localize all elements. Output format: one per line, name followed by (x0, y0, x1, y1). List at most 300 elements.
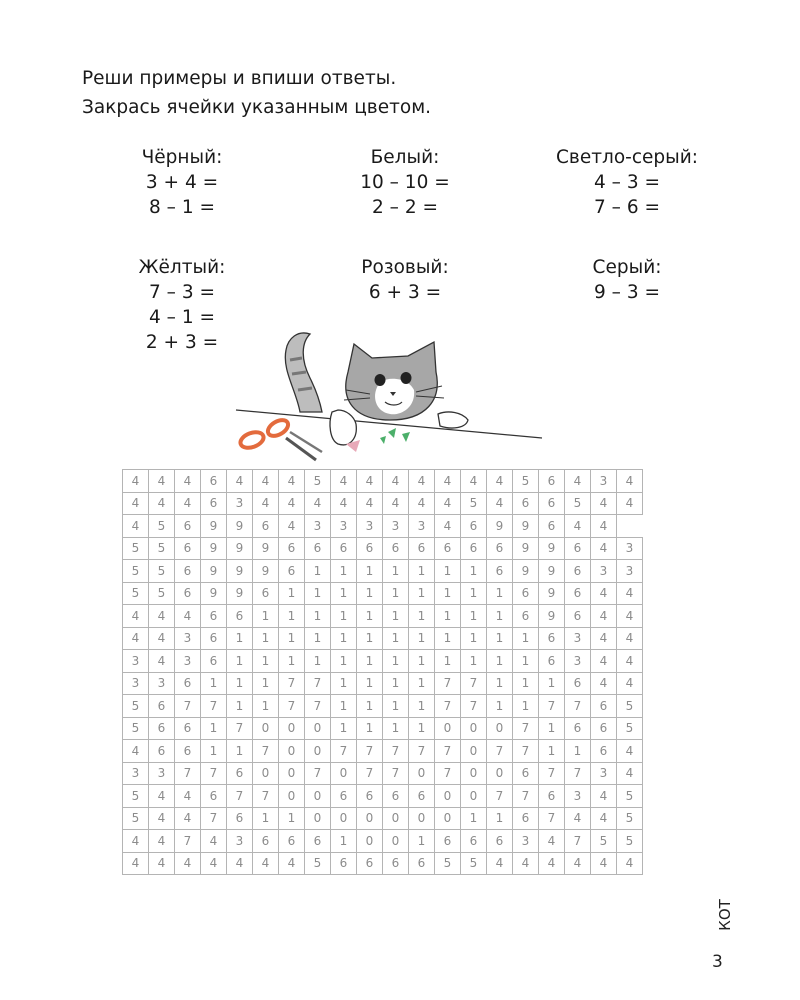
grid-cell[interactable]: 1 (409, 830, 435, 853)
grid-cell[interactable]: 6 (435, 830, 461, 853)
grid-cell[interactable]: 0 (305, 785, 331, 808)
grid-cell[interactable]: 6 (253, 830, 279, 853)
grid-cell[interactable]: 1 (383, 560, 409, 583)
grid-cell[interactable]: 4 (591, 807, 617, 830)
grid-cell[interactable]: 3 (123, 672, 149, 695)
grid-cell[interactable]: 1 (487, 650, 513, 673)
grid-cell[interactable]: 9 (201, 582, 227, 605)
grid-cell[interactable]: 5 (461, 492, 487, 515)
grid-cell[interactable]: 1 (331, 695, 357, 718)
grid-cell[interactable]: 0 (357, 807, 383, 830)
grid-cell[interactable]: 5 (123, 807, 149, 830)
grid-cell[interactable]: 6 (383, 537, 409, 560)
grid-cell[interactable]: 5 (565, 492, 591, 515)
grid-cell[interactable]: 5 (149, 582, 175, 605)
grid-cell[interactable]: 3 (591, 762, 617, 785)
grid-cell[interactable]: 9 (253, 560, 279, 583)
grid-cell[interactable]: 4 (175, 785, 201, 808)
grid-cell[interactable]: 7 (435, 695, 461, 718)
grid-cell[interactable]: 4 (227, 852, 253, 875)
grid-cell[interactable]: 9 (539, 560, 565, 583)
grid-cell[interactable]: 4 (565, 515, 591, 538)
grid-cell[interactable]: 9 (227, 582, 253, 605)
grid-cell[interactable]: 9 (201, 560, 227, 583)
grid-cell[interactable]: 0 (279, 717, 305, 740)
grid-cell[interactable]: 4 (487, 470, 513, 493)
grid-cell[interactable]: 1 (461, 605, 487, 628)
grid-cell[interactable]: 4 (617, 672, 643, 695)
grid-cell[interactable]: 4 (175, 852, 201, 875)
grid-cell[interactable]: 0 (279, 785, 305, 808)
grid-cell[interactable]: 4 (331, 470, 357, 493)
grid-cell[interactable]: 1 (435, 560, 461, 583)
grid-cell[interactable]: 5 (123, 785, 149, 808)
grid-cell[interactable]: 3 (175, 627, 201, 650)
grid-cell[interactable]: 7 (513, 717, 539, 740)
grid-cell[interactable]: 4 (123, 830, 149, 853)
grid-cell[interactable]: 6 (227, 605, 253, 628)
grid-cell[interactable]: 6 (513, 762, 539, 785)
grid-cell[interactable]: 4 (279, 470, 305, 493)
grid-cell[interactable]: 4 (461, 470, 487, 493)
grid-cell[interactable]: 5 (123, 695, 149, 718)
grid-cell[interactable]: 1 (461, 582, 487, 605)
grid-cell[interactable]: 1 (227, 650, 253, 673)
grid-cell[interactable]: 1 (279, 582, 305, 605)
grid-cell[interactable]: 6 (565, 672, 591, 695)
grid-cell[interactable]: 1 (305, 582, 331, 605)
grid-cell[interactable]: 1 (487, 627, 513, 650)
grid-cell[interactable]: 0 (253, 717, 279, 740)
grid-cell[interactable]: 1 (409, 650, 435, 673)
grid-cell[interactable]: 1 (357, 672, 383, 695)
grid-cell[interactable]: 0 (253, 762, 279, 785)
grid-cell[interactable]: 1 (305, 605, 331, 628)
grid-cell[interactable]: 0 (409, 762, 435, 785)
grid-cell[interactable]: 3 (123, 650, 149, 673)
grid-cell[interactable]: 6 (201, 470, 227, 493)
grid-cell[interactable]: 4 (539, 830, 565, 853)
grid-cell[interactable]: 1 (383, 695, 409, 718)
grid-cell[interactable]: 6 (513, 807, 539, 830)
grid-cell[interactable]: 5 (617, 830, 643, 853)
grid-cell[interactable]: 1 (487, 582, 513, 605)
grid-cell[interactable]: 4 (591, 492, 617, 515)
grid-cell[interactable]: 1 (331, 717, 357, 740)
grid-cell[interactable]: 7 (565, 695, 591, 718)
grid-cell[interactable]: 1 (253, 605, 279, 628)
grid-cell[interactable]: 1 (279, 650, 305, 673)
grid-cell[interactable]: 1 (201, 740, 227, 763)
grid-cell[interactable]: 7 (383, 740, 409, 763)
grid-cell[interactable]: 1 (357, 605, 383, 628)
grid-cell[interactable]: 3 (383, 515, 409, 538)
grid-cell[interactable]: 1 (383, 717, 409, 740)
grid-cell[interactable]: 5 (123, 582, 149, 605)
grid-cell[interactable]: 5 (617, 785, 643, 808)
grid-cell[interactable]: 0 (461, 717, 487, 740)
grid-cell[interactable]: 7 (201, 762, 227, 785)
grid-cell[interactable]: 4 (617, 852, 643, 875)
grid-cell[interactable]: 5 (149, 515, 175, 538)
grid-cell[interactable]: 7 (279, 695, 305, 718)
grid-cell[interactable]: 6 (305, 537, 331, 560)
grid-cell[interactable]: 4 (123, 852, 149, 875)
grid-cell[interactable]: 6 (175, 717, 201, 740)
grid-cell[interactable]: 1 (357, 650, 383, 673)
grid-cell[interactable]: 6 (565, 717, 591, 740)
grid-cell[interactable]: 9 (227, 560, 253, 583)
grid-cell[interactable]: 7 (201, 807, 227, 830)
grid-cell[interactable]: 1 (201, 672, 227, 695)
grid-cell[interactable]: 1 (279, 605, 305, 628)
grid-cell[interactable]: 7 (565, 830, 591, 853)
grid-cell[interactable]: 4 (591, 537, 617, 560)
grid-cell[interactable]: 1 (487, 807, 513, 830)
grid-cell[interactable]: 7 (175, 830, 201, 853)
grid-cell[interactable]: 7 (409, 740, 435, 763)
grid-cell[interactable]: 1 (513, 672, 539, 695)
grid-cell[interactable]: 1 (435, 627, 461, 650)
grid-cell[interactable]: 1 (409, 627, 435, 650)
grid-cell[interactable]: 1 (357, 717, 383, 740)
grid-cell[interactable]: 1 (279, 807, 305, 830)
grid-cell[interactable]: 1 (227, 740, 253, 763)
grid-cell[interactable]: 6 (305, 830, 331, 853)
grid-cell[interactable]: 4 (175, 470, 201, 493)
grid-cell[interactable]: 7 (279, 672, 305, 695)
grid-cell[interactable]: 4 (175, 492, 201, 515)
grid-cell[interactable]: 4 (617, 740, 643, 763)
grid-cell[interactable]: 3 (149, 672, 175, 695)
grid-cell[interactable]: 6 (279, 537, 305, 560)
grid-cell[interactable]: 6 (513, 605, 539, 628)
grid-cell[interactable]: 7 (357, 740, 383, 763)
grid-cell[interactable]: 1 (565, 740, 591, 763)
grid-cell[interactable]: 3 (565, 650, 591, 673)
grid-cell[interactable]: 1 (331, 605, 357, 628)
grid-cell[interactable]: 6 (201, 492, 227, 515)
grid-cell[interactable]: 4 (409, 492, 435, 515)
grid-cell[interactable]: 4 (123, 627, 149, 650)
grid-cell[interactable]: 6 (149, 740, 175, 763)
grid-cell[interactable]: 4 (279, 852, 305, 875)
grid-cell[interactable]: 6 (201, 605, 227, 628)
grid-cell[interactable]: 4 (617, 582, 643, 605)
grid-cell[interactable]: 1 (539, 672, 565, 695)
grid-cell[interactable]: 4 (279, 515, 305, 538)
grid-cell[interactable]: 4 (175, 807, 201, 830)
grid-cell[interactable]: 6 (565, 537, 591, 560)
grid-cell[interactable]: 0 (435, 785, 461, 808)
grid-cell[interactable]: 0 (305, 717, 331, 740)
grid-cell[interactable]: 6 (435, 537, 461, 560)
grid-cell[interactable]: 4 (123, 740, 149, 763)
grid-cell[interactable]: 3 (565, 785, 591, 808)
grid-cell[interactable]: 6 (331, 537, 357, 560)
grid-cell[interactable]: 4 (591, 627, 617, 650)
grid-cell[interactable]: 1 (487, 672, 513, 695)
grid-cell[interactable]: 4 (123, 605, 149, 628)
grid-cell[interactable]: 1 (409, 717, 435, 740)
grid-cell[interactable]: 6 (461, 830, 487, 853)
grid-cell[interactable]: 4 (149, 650, 175, 673)
grid-cell[interactable]: 4 (201, 830, 227, 853)
grid-cell[interactable]: 6 (565, 560, 591, 583)
grid-cell[interactable]: 9 (227, 515, 253, 538)
grid-cell[interactable]: 3 (591, 560, 617, 583)
grid-cell[interactable]: 7 (513, 785, 539, 808)
grid-cell[interactable]: 0 (357, 830, 383, 853)
grid-cell[interactable]: 5 (305, 852, 331, 875)
grid-cell[interactable]: 1 (539, 717, 565, 740)
grid-cell[interactable]: 4 (617, 470, 643, 493)
grid-cell[interactable]: 6 (539, 515, 565, 538)
grid-cell[interactable]: 6 (175, 515, 201, 538)
grid-cell[interactable]: 6 (175, 672, 201, 695)
grid-cell[interactable]: 1 (331, 650, 357, 673)
grid-cell[interactable]: 7 (305, 672, 331, 695)
grid-cell[interactable]: 4 (383, 492, 409, 515)
grid-cell[interactable]: 9 (513, 560, 539, 583)
grid-cell[interactable]: 6 (539, 785, 565, 808)
grid-cell[interactable]: 1 (253, 807, 279, 830)
grid-cell[interactable]: 6 (357, 785, 383, 808)
grid-cell[interactable]: 1 (253, 672, 279, 695)
grid-cell[interactable]: 4 (149, 852, 175, 875)
grid-cell[interactable]: 3 (513, 830, 539, 853)
grid-cell[interactable]: 6 (539, 492, 565, 515)
grid-cell[interactable]: 1 (409, 560, 435, 583)
grid-cell[interactable]: 4 (565, 807, 591, 830)
grid-cell[interactable]: 4 (591, 672, 617, 695)
grid-cell[interactable]: 1 (331, 560, 357, 583)
grid-cell[interactable]: 6 (409, 852, 435, 875)
grid-cell[interactable]: 5 (435, 852, 461, 875)
grid-cell[interactable]: 1 (227, 695, 253, 718)
grid-cell[interactable]: 6 (383, 785, 409, 808)
grid-cell[interactable]: 4 (565, 470, 591, 493)
grid-cell[interactable]: 1 (305, 650, 331, 673)
grid-cell[interactable]: 6 (487, 830, 513, 853)
grid-cell[interactable]: 6 (513, 492, 539, 515)
grid-cell[interactable]: 4 (539, 852, 565, 875)
grid-cell[interactable]: 0 (279, 762, 305, 785)
grid-cell[interactable]: 3 (227, 830, 253, 853)
grid-cell[interactable]: 0 (279, 740, 305, 763)
grid-cell[interactable]: 4 (435, 470, 461, 493)
grid-cell[interactable]: 0 (461, 740, 487, 763)
grid-cell[interactable]: 7 (513, 740, 539, 763)
grid-cell[interactable]: 7 (331, 740, 357, 763)
grid-cell[interactable]: 7 (383, 762, 409, 785)
grid-cell[interactable]: 6 (591, 717, 617, 740)
grid-cell[interactable]: 6 (591, 740, 617, 763)
grid-cell[interactable]: 6 (383, 852, 409, 875)
grid-cell[interactable]: 7 (253, 785, 279, 808)
grid-cell[interactable]: 6 (357, 852, 383, 875)
grid-cell[interactable]: 6 (149, 695, 175, 718)
grid-cell[interactable]: 7 (305, 695, 331, 718)
grid-cell[interactable]: 7 (175, 762, 201, 785)
grid-cell[interactable]: 1 (539, 740, 565, 763)
grid-cell[interactable]: 1 (331, 582, 357, 605)
grid-cell[interactable]: 6 (409, 537, 435, 560)
grid-cell[interactable]: 6 (175, 560, 201, 583)
grid-cell[interactable]: 4 (253, 470, 279, 493)
grid-cell[interactable]: 6 (461, 515, 487, 538)
grid-cell[interactable]: 4 (279, 492, 305, 515)
grid-cell[interactable]: 4 (305, 492, 331, 515)
grid-cell[interactable]: 7 (227, 785, 253, 808)
grid-cell[interactable]: 1 (435, 650, 461, 673)
grid-cell[interactable]: 0 (461, 762, 487, 785)
grid-cell[interactable]: 0 (383, 830, 409, 853)
grid-cell[interactable]: 7 (487, 785, 513, 808)
grid-cell[interactable]: 6 (175, 740, 201, 763)
grid-cell[interactable]: 3 (123, 762, 149, 785)
grid-cell[interactable]: 3 (617, 560, 643, 583)
grid-cell[interactable]: 1 (461, 807, 487, 830)
grid-cell[interactable]: 4 (617, 627, 643, 650)
grid-cell[interactable]: 6 (279, 560, 305, 583)
grid-cell[interactable]: 4 (201, 852, 227, 875)
grid-cell[interactable]: 1 (383, 605, 409, 628)
grid-cell[interactable]: 4 (591, 605, 617, 628)
grid-cell[interactable]: 7 (175, 695, 201, 718)
grid-cell[interactable]: 7 (253, 740, 279, 763)
grid-cell[interactable]: 4 (435, 492, 461, 515)
grid-cell[interactable]: 6 (201, 650, 227, 673)
grid-cell[interactable]: 5 (305, 470, 331, 493)
grid-cell[interactable]: 1 (331, 627, 357, 650)
grid-cell[interactable]: 6 (331, 785, 357, 808)
grid-cell[interactable]: 5 (617, 717, 643, 740)
grid-cell[interactable]: 0 (331, 762, 357, 785)
grid-cell[interactable]: 4 (123, 515, 149, 538)
grid-cell[interactable]: 5 (461, 852, 487, 875)
grid-cell[interactable]: 5 (513, 470, 539, 493)
grid-cell[interactable]: 0 (331, 807, 357, 830)
grid-cell[interactable]: 4 (123, 470, 149, 493)
grid-cell[interactable]: 6 (227, 807, 253, 830)
grid-cell[interactable]: 9 (513, 537, 539, 560)
grid-cell[interactable]: 4 (591, 650, 617, 673)
grid-cell[interactable]: 4 (149, 605, 175, 628)
grid-cell[interactable]: 9 (201, 537, 227, 560)
grid-cell[interactable]: 1 (409, 605, 435, 628)
grid-cell[interactable]: 0 (305, 807, 331, 830)
grid-cell[interactable]: 6 (227, 762, 253, 785)
grid-cell[interactable]: 1 (227, 627, 253, 650)
grid-cell[interactable]: 6 (513, 582, 539, 605)
grid-cell[interactable]: 1 (383, 582, 409, 605)
grid-cell[interactable]: 1 (305, 560, 331, 583)
grid-cell[interactable]: 1 (461, 650, 487, 673)
grid-cell[interactable]: 6 (175, 537, 201, 560)
grid-cell[interactable]: 4 (409, 470, 435, 493)
grid-cell[interactable]: 9 (539, 537, 565, 560)
grid-cell[interactable]: 1 (409, 672, 435, 695)
grid-cell[interactable]: 6 (539, 627, 565, 650)
grid-cell[interactable]: 0 (435, 807, 461, 830)
grid-cell[interactable]: 1 (253, 695, 279, 718)
grid-cell[interactable]: 4 (357, 492, 383, 515)
grid-cell[interactable]: 6 (253, 582, 279, 605)
grid-cell[interactable]: 1 (227, 672, 253, 695)
grid-cell[interactable]: 1 (383, 672, 409, 695)
grid-cell[interactable]: 9 (227, 537, 253, 560)
grid-cell[interactable]: 6 (591, 695, 617, 718)
grid-cell[interactable]: 9 (539, 605, 565, 628)
grid-cell[interactable]: 6 (461, 537, 487, 560)
grid-cell[interactable]: 3 (175, 650, 201, 673)
grid-cell[interactable]: 7 (565, 762, 591, 785)
grid-cell[interactable]: 1 (279, 627, 305, 650)
grid-cell[interactable]: 1 (305, 627, 331, 650)
grid-cell[interactable]: 1 (409, 695, 435, 718)
grid-cell[interactable]: 4 (617, 650, 643, 673)
grid-cell[interactable]: 1 (383, 650, 409, 673)
grid-cell[interactable]: 7 (201, 695, 227, 718)
grid-cell[interactable]: 4 (591, 582, 617, 605)
grid-cell[interactable]: 4 (383, 470, 409, 493)
grid-cell[interactable]: 5 (123, 537, 149, 560)
grid-cell[interactable]: 6 (279, 830, 305, 853)
grid-cell[interactable]: 4 (591, 852, 617, 875)
grid-cell[interactable]: 7 (539, 695, 565, 718)
grid-cell[interactable]: 1 (331, 830, 357, 853)
grid-cell[interactable]: 1 (409, 582, 435, 605)
grid-cell[interactable]: 4 (227, 470, 253, 493)
grid-cell[interactable]: 1 (383, 627, 409, 650)
grid-cell[interactable]: 7 (461, 672, 487, 695)
grid-cell[interactable]: 6 (539, 470, 565, 493)
grid-cell[interactable]: 4 (487, 492, 513, 515)
grid-cell[interactable]: 6 (149, 717, 175, 740)
grid-cell[interactable]: 4 (565, 852, 591, 875)
grid-cell[interactable]: 9 (539, 582, 565, 605)
grid-cell[interactable]: 4 (617, 762, 643, 785)
grid-cell[interactable]: 1 (435, 582, 461, 605)
grid-cell[interactable]: 7 (461, 695, 487, 718)
grid-cell[interactable]: 4 (149, 470, 175, 493)
grid-cell[interactable]: 6 (487, 537, 513, 560)
grid-cell[interactable]: 4 (617, 605, 643, 628)
grid-cell[interactable]: 1 (435, 605, 461, 628)
grid-cell[interactable]: 7 (539, 807, 565, 830)
grid-cell[interactable]: 5 (617, 807, 643, 830)
grid-cell[interactable]: 6 (175, 582, 201, 605)
grid-cell[interactable]: 1 (357, 695, 383, 718)
grid-cell[interactable]: 7 (357, 762, 383, 785)
grid-cell[interactable]: 5 (123, 560, 149, 583)
grid-cell[interactable]: 4 (591, 785, 617, 808)
grid-cell[interactable]: 7 (305, 762, 331, 785)
grid-cell[interactable]: 6 (409, 785, 435, 808)
grid-cell[interactable]: 7 (487, 740, 513, 763)
grid-cell[interactable]: 9 (487, 515, 513, 538)
grid-cell[interactable]: 1 (357, 582, 383, 605)
grid-cell[interactable]: 6 (201, 627, 227, 650)
grid-cell[interactable]: 5 (123, 717, 149, 740)
grid-cell[interactable]: 9 (253, 537, 279, 560)
grid-cell[interactable]: 3 (331, 515, 357, 538)
grid-cell[interactable]: 6 (565, 582, 591, 605)
grid-cell[interactable]: 1 (461, 560, 487, 583)
grid-cell[interactable]: 6 (331, 852, 357, 875)
grid-cell[interactable]: 6 (201, 785, 227, 808)
